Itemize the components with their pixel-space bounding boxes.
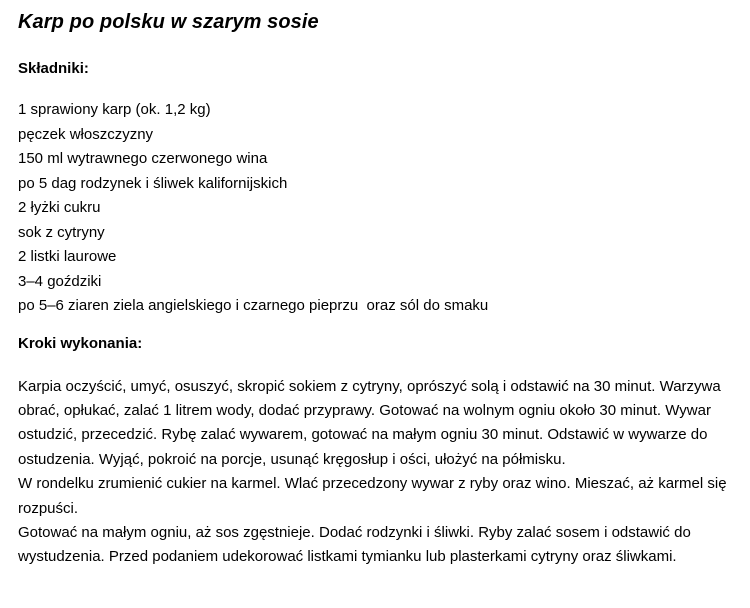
ingredient-item: po 5 dag rodzynek i śliwek kalifornijskich [18,174,288,192]
recipe-title: Karp po polsku w szarym sosie [18,11,319,33]
steps-list [18,375,743,570]
ingredient-item: 2 łyżki cukru [18,199,101,216]
ingredients-list [18,98,743,319]
ingredient-item: 2 listki laurowe [18,248,117,265]
step-paragraph: W rondelku zrumienić cukier na karmel. Wlać przecedzony wywar z ryby oraz wino. Mieszać, aż karmel się rozpuści. [18,475,727,517]
step-paragraph: Karpia oczyścić, umyć, osuszyć, skropić sokiem z cytryny, oprószyć solą i odstawić na 30 minut. Warzywa obrać, opłukać, zalać 1 litrem wody, dodać przyprawy. Gotować na wolnym ogniu około 30 minut. Wywar ostudzić, przecedzić. Rybę zalać wywarem, gotować na małym ogniu 30 minut. Odstawić w wywarze do ostudzenia. Wyjąć, pokroić na porcje, usunąć kręgosłup i ości, ułożyć na półmisku. [18,377,721,468]
ingredient-item: 1 sprawiony karp (ok. 1,2 kg) [18,101,211,118]
steps-heading: Kroki wykonania: [18,334,143,352]
recipe-document [18,8,743,570]
ingredient-item: sok z cytryny [18,223,105,241]
ingredients-heading: Składniki: [18,60,89,77]
ingredient-item: pęczek włoszczyzny [18,125,154,143]
ingredient-item: 3–4 goździki [18,272,102,290]
step-paragraph: Gotować na małym ogniu, aż sos zgęstnieje. Dodać rodzynki i śliwki. Ryby zalać sosem i odstawić do wystudzenia. Przed podaniem udekorować listkami tymianku lub plasterkami cytryny oraz śliwkami. [18,523,691,566]
ingredient-item: po 5–6 ziaren ziela angielskiego i czarnego pieprzu oraz sól do smaku [18,297,489,314]
ingredient-item: 150 ml wytrawnego czerwonego wina [18,150,268,167]
